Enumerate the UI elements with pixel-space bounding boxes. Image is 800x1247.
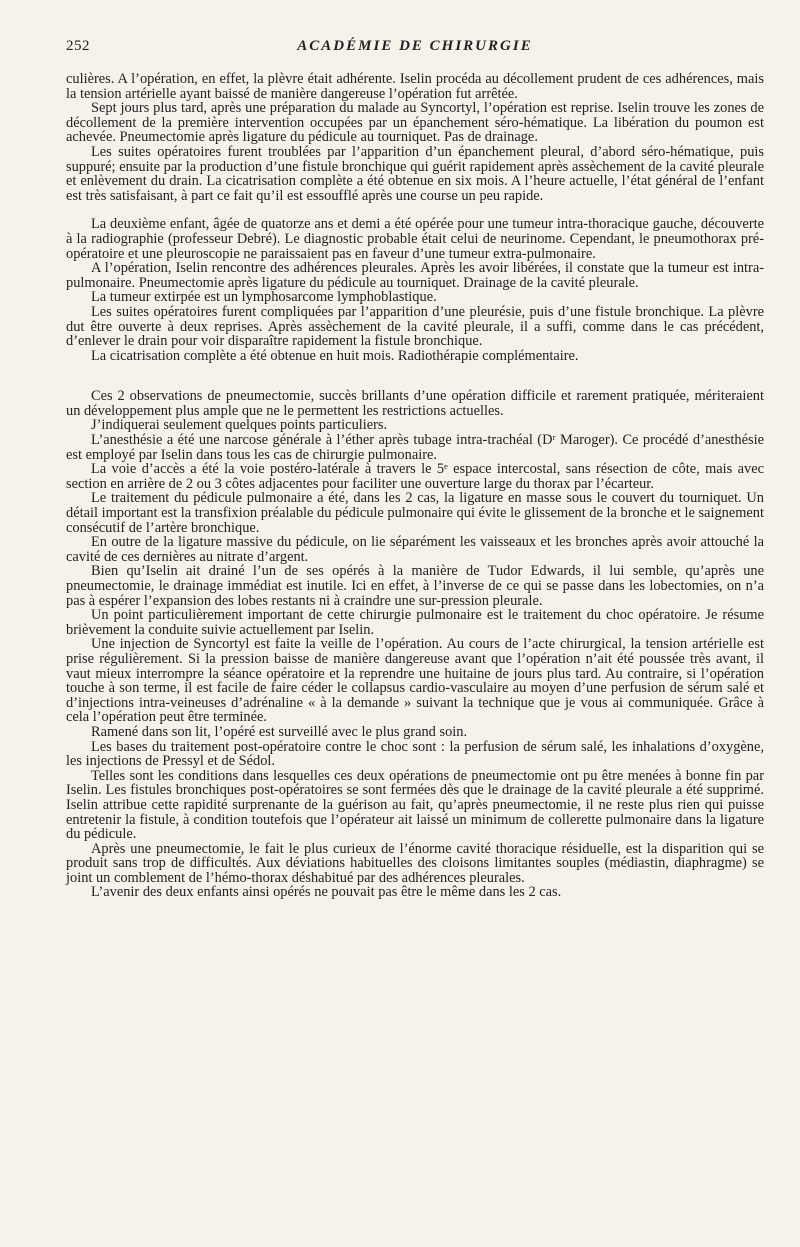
paragraph: culières. A l’opération, en effet, la plèvre était adhérente. Iselin procéda au décollement prudent de ces adhérences, mais la tension artérielle ayant baissé de manière dangereuse l’opération fut arrêtée. xyxy=(66,71,764,102)
paragraph: Un point particulièrement important de cette chirurgie pulmonaire est le traitement du choc opératoire. Je résume brièvement la conduite suivie actuellement par Iselin. xyxy=(66,607,764,638)
page-number: 252 xyxy=(66,38,90,54)
journal-title: ACADÉMIE DE CHIRURGIE xyxy=(297,38,533,54)
paragraph: A l’opération, Iselin rencontre des adhérences pleurales. Après les avoir libérées, il constate que la tumeur est intra-pulmonaire. Pneumectomie après ligature du pédicule au tourniquet. Drainage de la cavité pleurale. xyxy=(66,260,764,291)
paragraph: Bien qu’Iselin ait drainé l’un de ses opérés à la manière de Tudor Edwards, il lui semble, qu’après une pneumectomie, le drainage immédiat est inutile. Ici en effet, à l’inverse de ce qui se passe dans les lobectomies, on n’a pas à espérer l’expansion des lobes restants ni à craindre une sur-pression pleurale. xyxy=(66,563,764,609)
paragraph: Les suites opératoires furent troublées par l’apparition d’un épanchement pleural, d’abord séro-hématique, puis suppuré; ensuite par la production d’une fistule bronchique qui guérit rapidement après assèchement de la cavité pleurale et enlèvement du drain. La cicatrisation complète a été obtenue en six mois. A l’heure actuelle, l’état général de l’enfant est très satisfaisant, à part ce fait qu’il est essoufflé après une course un peu rapide. xyxy=(66,143,764,204)
running-head xyxy=(66,38,764,62)
paragraph: La tumeur extirpée est un lymphosarcome lymphoblastique. xyxy=(91,289,437,306)
paragraph: Les bases du traitement post-opératoire contre le choc sont : la perfusion de sérum salé, les inhalations d’oxygène, les injections de Pressyl et de Sédol. xyxy=(66,738,764,770)
paragraph: Telles sont les conditions dans lesquelles ces deux opérations de pneumectomie ont pu être menées à bonne fin par Iselin. Les fistules bronchiques post-opératoires se sont fermées dès que le drainage de la cavité pleurale a été supprimé. Iselin attribue cette rapidité surprenante de la guérison au fait, qu’après pneumectomie, il ne reste plus rien qui puisse entretenir la fistule, à condition toutefois que l’opérateur ait laissé un minimum de collerette pulmonaire dans la ligature du pédicule. xyxy=(66,767,764,843)
paragraph: Les suites opératoires furent compliquées par l’apparition d’une pleurésie, puis d’une fistule bronchique. La plèvre dut être ouverte à deux reprises. Après assèchement de la cavité pleurale, il a suffi, comme dans le cas précédent, d’enlever le drain pour voir disparaître rapidement la fistule bronchique. xyxy=(66,303,764,350)
body-text xyxy=(66,72,764,900)
paragraph: J’indiquerai seulement quelques points particuliers. xyxy=(91,417,388,434)
paragraph: Sept jours plus tard, après une préparation du malade au Syncortyl, l’opération est reprise. Iselin trouve les zones de décollement de la première intervention occupées par un épanchement séro-hématique. La libération du poumon est achevée. Pneumectomie après ligature du pédicule au tourniquet. Pas de drainage. xyxy=(66,100,764,146)
paragraph: Après une pneumectomie, le fait le plus curieux de l’énorme cavité thoracique résiduelle, est la disparition qui se produit sans trop de difficultés. Aux déviations habituelles des cloisons limitantes souples (médiastin, diaphragme) se joint un comblement de l’hémo-thorax déshabitué par des adhérences pleurales. xyxy=(66,840,764,886)
paragraph: En outre de la ligature massive du pédicule, on lie séparément les vaisseaux et les bronches après avoir attouché la cavité de ces dernières au nitrate d’argent. xyxy=(66,534,764,565)
paragraph: La voie d’accès a été la voie postéro-latérale à travers le 5ᵉ espace intercostal, sans résection de côte, mais avec section en arrière de 2 ou 3 côtes adjacentes pour faciliter une ouverture large du thorax par l’écarteur. xyxy=(66,461,764,492)
paragraph: L’avenir des deux enfants ainsi opérés ne pouvait pas être le même dans les 2 cas. xyxy=(91,884,562,901)
paragraph: La cicatrisation complète a été obtenue en huit mois. Radiothérapie complémentaire. xyxy=(91,347,579,364)
paragraph: La deuxième enfant, âgée de quatorze ans et demi a été opérée pour une tumeur intra-thoracique gauche, découverte à la radiographie (professeur Debré). Le diagnostic probable était celui de neurinome. Cependant, le pneumothorax pré-opératoire et une pleuroscopie ne paraissaient pas en faveur d’une tumeur extra-pulmonaire. xyxy=(66,216,764,262)
paragraph: L’anesthésie a été une narcose générale à l’éther après tubage intra-trachéal (Dʳ Maroger). Ce procédé d’anesthésie est employé par Iselin dans tous les cas de chirurgie pulmonaire. xyxy=(66,432,764,463)
paragraph: Le traitement du pédicule pulmonaire a été, dans les 2 cas, la ligature en masse sous le couvert du tourniquet. Un détail important est la transfixion préalable du pédicule pulmonaire qui évite le glissement de la bronche et le saignement consécutif de l’artère bronchique. xyxy=(66,490,764,536)
paragraph: Ramené dans son lit, l’opéré est surveillé avec le plus grand soin. xyxy=(91,723,468,740)
paragraph: Une injection de Syncortyl est faite la veille de l’opération. Au cours de l’acte chirurgical, la tension artérielle est prise régulièrement. Si la pression baisse de manière dangereuse avant que l’opération n’ait été poussée très avant, il vaut mieux interrompre la séance opératoire et la reprendre une huitaine de jours plus tard. Au contraire, si l’opération touche à son terme, il est facile de faire céder le collapsus cardio-vasculaire au moyen d’une perfusion de sérum salé et d’injections intra-veineuses d’adrénaline « à la demande » suivant la technique que je vous ai communiquée. Grâce à cela l’opération peut être terminée. xyxy=(66,636,764,726)
paragraph: Ces 2 observations de pneumectomie, succès brillants d’une opération difficile et rarement pratiquée, mériteraient un développement plus ample que ne le permettent les restrictions actuelles. xyxy=(66,388,764,419)
